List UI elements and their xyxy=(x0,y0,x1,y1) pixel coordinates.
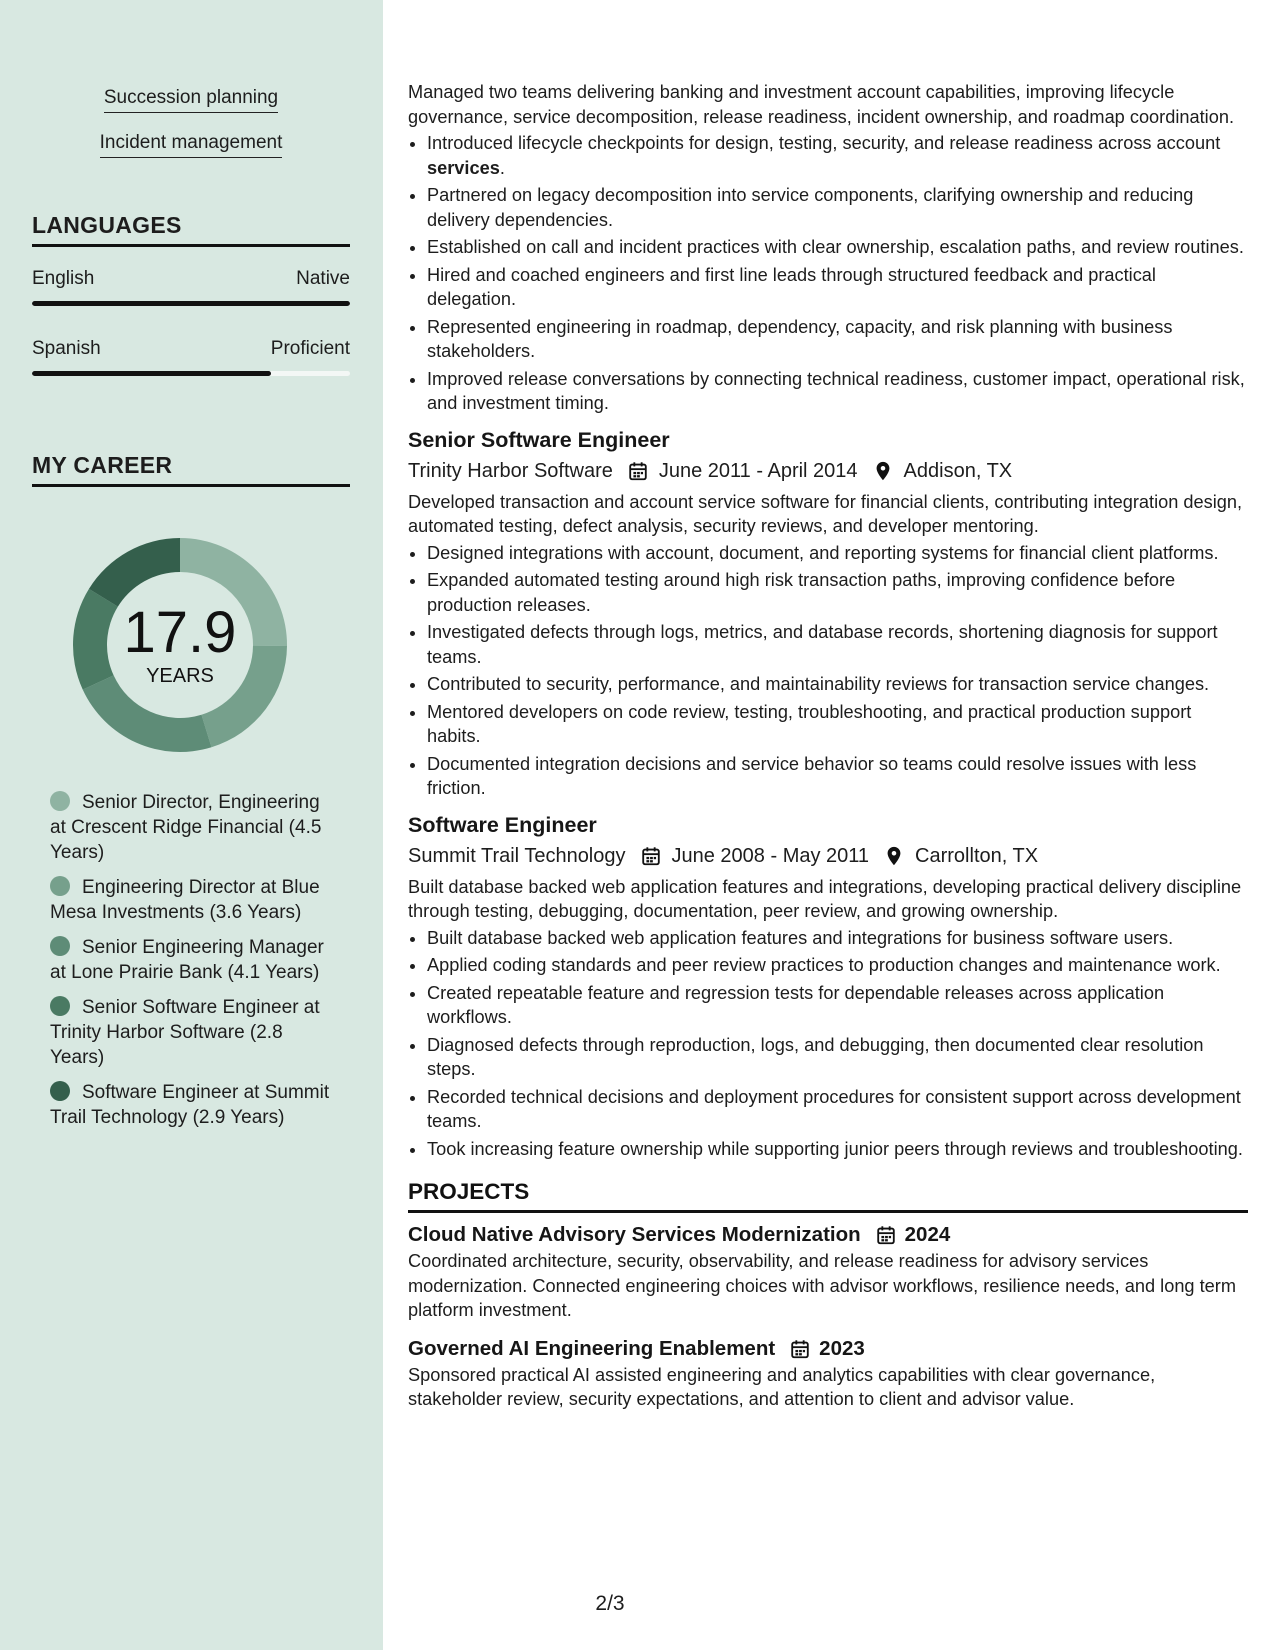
skills-list xyxy=(32,86,350,176)
bullet-item: • Created repeatable feature and regression tests for dependable releases across application workflows. xyxy=(427,981,1248,1030)
bullet-item: • Built database backed web application features and integrations for business software users. xyxy=(427,926,1248,951)
legend-label: Senior Engineering Manager at Lone Prairie Bank (4.1 Years) xyxy=(50,937,324,983)
legend-item xyxy=(50,935,330,985)
legend-item xyxy=(50,790,330,865)
legend-label: Engineering Director at Blue Mesa Investments (3.6 Years) xyxy=(50,877,320,923)
project-title-row xyxy=(408,1221,1248,1249)
skill-item: Incident management xyxy=(100,131,283,158)
language-english xyxy=(32,267,350,306)
job-summary: Developed transaction and account service software for financial clients, contributing integration design, automated testing, defect analysis, security reviews, and developer mentoring. xyxy=(408,491,1243,536)
location-pin-icon xyxy=(872,460,894,482)
bullet-item: • Designed integrations with account, document, and reporting systems for financial client platforms. xyxy=(427,541,1248,566)
legend-item xyxy=(50,1080,330,1130)
legend-label: Senior Director, Engineering at Crescent Ridge Financial (4.5 Years) xyxy=(50,792,322,863)
calendar-icon xyxy=(640,845,662,867)
main-column xyxy=(383,0,1275,1650)
bullet-item: • Investigated defects through logs, metrics, and database records, shortening diagnosis for support teams. xyxy=(427,620,1248,669)
job-meta xyxy=(408,457,1248,485)
bullet-item: • Documented integration decisions and service behavior so teams could resolve issues with less friction. xyxy=(427,752,1248,801)
legend-dot xyxy=(50,996,70,1016)
calendar-icon xyxy=(627,460,649,482)
project-description: Sponsored practical AI assisted engineering and analytics capabilities with clear governance, stakeholder review, security expectations, and attention to client and advisor value. xyxy=(408,1364,1156,1409)
legend-dot xyxy=(50,876,70,896)
legend-label: Senior Software Engineer at Trinity Harbor Software (2.8 Years) xyxy=(50,997,320,1068)
job-company: Trinity Harbor Software xyxy=(408,459,613,482)
project-title-row xyxy=(408,1335,1248,1363)
language-bar xyxy=(32,301,350,306)
bullet-item: • Mentored developers on code review, testing, troubleshooting, and practical production support habits. xyxy=(427,700,1248,749)
languages-heading: LANGUAGES xyxy=(32,210,350,247)
language-name: English xyxy=(32,268,95,289)
bullet-item: • Applied coding standards and peer review practices to production changes and maintenance work. xyxy=(427,953,1248,978)
job-title: Software Engineer xyxy=(408,812,597,837)
legend-dot xyxy=(50,791,70,811)
bullet-item: • Established on call and incident practices with clear ownership, escalation paths, and review routines. xyxy=(427,235,1248,260)
bullet-item: • Improved release conversations by connecting technical readiness, customer impact, operational risk, and investment timing. xyxy=(427,367,1248,416)
project-year: 2024 xyxy=(904,1223,951,1246)
skill-item: Succession planning xyxy=(104,86,278,113)
project-title: Cloud Native Advisory Services Modernization xyxy=(408,1223,861,1246)
career-total-value: 17.9 xyxy=(123,600,237,665)
job-location: Addison, TX xyxy=(903,459,1013,482)
bullet-item: • Introduced lifecycle checkpoints for design, testing, security, and release readiness across account services. xyxy=(427,131,1248,180)
language-level: Proficient xyxy=(270,338,350,359)
legend-item xyxy=(50,995,330,1070)
bullet-item: • Took increasing feature ownership while supporting junior peers through reviews and troubleshooting. xyxy=(427,1137,1248,1162)
project-description: Coordinated architecture, security, observability, and release readiness for advisory services modernization. Connected engineering choices with advisor workflows, resilience needs, and long term platform investment. xyxy=(408,1251,1236,1320)
job-company: Summit Trail Technology xyxy=(408,844,626,867)
career-total xyxy=(65,530,295,760)
page-number: 2/3 xyxy=(595,1592,625,1615)
job-dates: June 2008 - May 2011 xyxy=(671,844,870,867)
job-title: Senior Software Engineer xyxy=(408,427,670,452)
legend-dot xyxy=(50,1081,70,1101)
calendar-icon xyxy=(789,1338,811,1360)
job-summary: Managed two teams delivering banking and investment account capabilities, improving lifecycle governance, service decomposition, release readiness, incident ownership, and roadmap coordination. xyxy=(408,82,1234,127)
language-level: Native xyxy=(296,268,350,289)
career-heading: MY CAREER xyxy=(32,450,350,487)
projects-heading: PROJECTS xyxy=(408,1177,1248,1213)
bullet-item: • Hired and coached engineers and first line leads through structured feedback and practical delegation. xyxy=(427,263,1248,312)
job-bullets xyxy=(408,131,1248,416)
job-bullets xyxy=(408,541,1248,801)
legend-label: Software Engineer at Summit Trail Technology (2.9 Years) xyxy=(50,1082,330,1128)
job-meta xyxy=(408,842,1248,870)
project-year: 2023 xyxy=(819,1336,865,1360)
legend-item xyxy=(50,875,330,925)
bullet-item: • Partnered on legacy decomposition into service components, clarifying ownership and reducing delivery dependencies. xyxy=(427,183,1248,232)
language-spanish xyxy=(32,337,350,376)
job-bullets xyxy=(408,926,1248,1162)
career-total-unit: YEARS xyxy=(146,665,214,687)
calendar-icon xyxy=(875,1224,897,1246)
legend-dot xyxy=(50,936,70,956)
language-bar xyxy=(32,371,350,376)
job-location: Carrollton, TX xyxy=(915,844,1039,867)
bullet-item: • Expanded automated testing around high risk transaction paths, improving confidence before production releases. xyxy=(427,568,1248,617)
bullet-item: • Represented engineering in roadmap, dependency, capacity, and risk planning with business stakeholders. xyxy=(427,315,1248,364)
career-legend xyxy=(50,790,330,1140)
job-dates: June 2011 - April 2014 xyxy=(658,459,858,482)
bullet-item: • Contributed to security, performance, and maintainability reviews for transaction service changes. xyxy=(427,672,1248,697)
project-title: Governed AI Engineering Enablement xyxy=(408,1336,776,1360)
language-bar-fill xyxy=(32,301,350,306)
job-summary: Built database backed web application features and integrations, developing practical delivery discipline through testing, debugging, documentation, peer review, and growing ownership. xyxy=(408,876,1242,921)
language-bar-fill xyxy=(32,371,271,376)
bullet-item: • Diagnosed defects through reproduction, logs, and debugging, then documented clear resolution steps. xyxy=(427,1033,1248,1082)
location-pin-icon xyxy=(883,845,905,867)
sidebar xyxy=(0,0,383,1650)
language-name: Spanish xyxy=(32,338,101,359)
bullet-item: • Recorded technical decisions and deployment procedures for consistent support across development teams. xyxy=(427,1085,1248,1134)
bold-text: services xyxy=(427,157,500,178)
